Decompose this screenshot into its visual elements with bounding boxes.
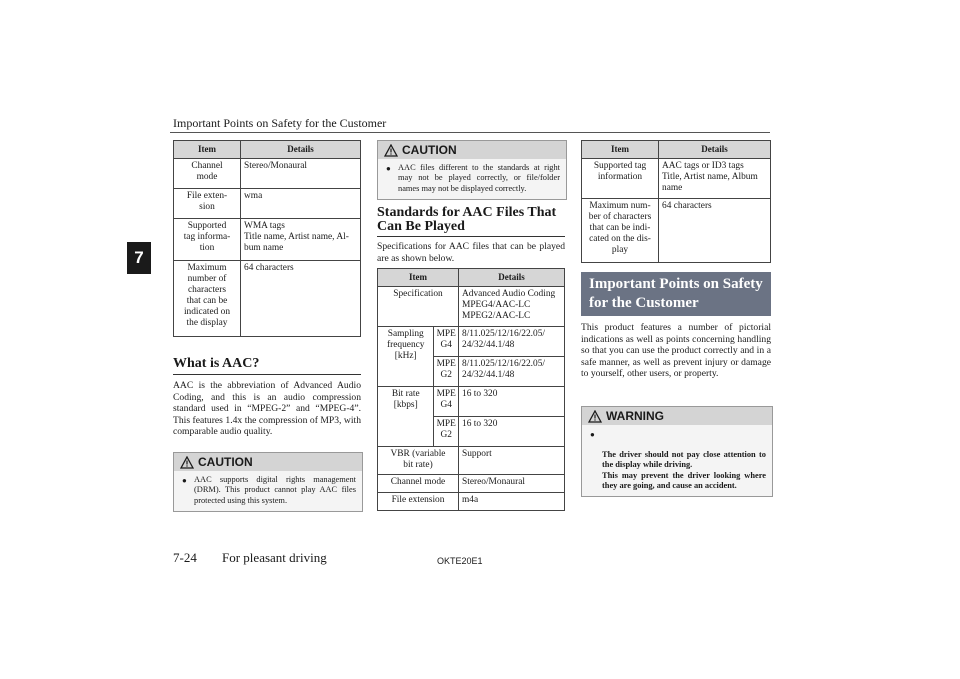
warning-title: WARNING <box>606 409 664 423</box>
table-cell: 16 to 320 <box>459 387 565 417</box>
table-cell: m4a <box>459 493 565 511</box>
table-cell: Stereo/Monaural <box>241 159 361 189</box>
table-cell: File exten- sion <box>174 189 241 219</box>
table-cell: 8/11.025/12/16/22.05/ 24/32/44.1/48 <box>459 357 565 387</box>
caution-body <box>174 471 362 511</box>
table-row <box>378 327 565 357</box>
table-cell: MPE G4 <box>434 327 459 357</box>
section-heading-aac: What is AAC? <box>173 356 361 375</box>
warning-triangle-icon <box>384 144 398 157</box>
table-cell: 16 to 320 <box>459 417 565 447</box>
caution-text: AAC supports digital rights management (DRM). This product cannot play AAC files protected using this system. <box>194 475 356 505</box>
table-cell: 64 characters <box>659 199 771 263</box>
warning-triangle-icon <box>180 456 194 469</box>
table-cell: 64 characters <box>241 261 361 337</box>
table-row <box>174 159 361 189</box>
aac-description: AAC is the abbreviation of Advanced Audio Coding, and this is an audio compression standard used in “MPEG-2” and “MPEG-4”. This features 1.4x the compression of MP3, with comparable audio quality. <box>173 380 361 438</box>
table-row <box>378 387 565 417</box>
warning-text: The driver should not pay close attention to the display while driving. This may prevent the driver looking where they are going, and cause an accident. <box>602 449 766 491</box>
warning-box <box>581 406 773 497</box>
aac-spec-table <box>377 268 565 511</box>
table-row <box>378 287 565 327</box>
table-row <box>378 447 565 475</box>
table-cell: Channel mode <box>378 475 459 493</box>
table-cell: Advanced Audio Coding MPEG4/AAC-LC MPEG2/AAC-LC <box>459 287 565 327</box>
table-cell: VBR (variable bit rate) <box>378 447 459 475</box>
wma-spec-table <box>173 140 361 337</box>
table-row <box>582 199 771 263</box>
table-row <box>582 159 771 199</box>
header-rule <box>170 132 770 133</box>
caution-title-bar <box>378 141 566 159</box>
table-row <box>174 189 361 219</box>
bullet-icon: ● <box>182 476 187 485</box>
caution-title: CAUTION <box>198 455 253 469</box>
warning-body <box>582 425 772 496</box>
caution-box <box>377 140 567 200</box>
table-cell: Maximum number of characters that can be indicated on the display <box>174 261 241 337</box>
chapter-tab: 7 <box>127 242 151 274</box>
table-header-row <box>174 141 361 159</box>
bullet-icon: ● <box>590 430 595 439</box>
table-cell: WMA tags Title name, Artist name, Al- bum name <box>241 219 361 261</box>
warning-triangle-icon <box>588 410 602 423</box>
table-cell: Supported tag information <box>582 159 659 199</box>
table-cell: MPE G4 <box>434 387 459 417</box>
column-header-details: Details <box>659 141 771 159</box>
column-header-item: Item <box>582 141 659 159</box>
table-row <box>378 475 565 493</box>
safety-description: This product features a number of pictorial indications as well as points concerning handling so that you can use the product correctly and in a safe manner, as well as prevent injury or damage to yourself, other users, or property. <box>581 322 771 380</box>
caution-box <box>173 452 363 512</box>
document-code: OKTE20E1 <box>437 556 483 566</box>
table-cell: MPE G2 <box>434 357 459 387</box>
column-header-item: Item <box>378 269 459 287</box>
table-cell: 8/11.025/12/16/22.05/ 24/32/44.1/48 <box>459 327 565 357</box>
table-cell: MPE G2 <box>434 417 459 447</box>
section-heading-standards: Standards for AAC Files That Can Be Played <box>377 206 565 237</box>
table-row <box>174 219 361 261</box>
running-header: Important Points on Safety for the Customer <box>173 116 387 130</box>
standards-intro: Specifications for AAC files that can be played are as shown below. <box>377 241 565 264</box>
table-header-row <box>378 269 565 287</box>
table-row <box>174 261 361 337</box>
table-header-row <box>582 141 771 159</box>
column-header-details: Details <box>459 269 565 287</box>
warning-title-bar <box>582 407 772 425</box>
column-header-item: Item <box>174 141 241 159</box>
table-cell: Support <box>459 447 565 475</box>
table-cell: Maximum num- ber of characters that can be indi- cated on the dis- play <box>582 199 659 263</box>
caution-title-bar <box>174 453 362 471</box>
section-heading-safety: Important Points on Safety for the Customer <box>581 272 771 316</box>
caution-title: CAUTION <box>402 143 457 157</box>
table-cell: Sampling frequency [kHz] <box>378 327 434 387</box>
table-cell: wma <box>241 189 361 219</box>
table-cell: Bit rate [kbps] <box>378 387 434 447</box>
table-cell: File extension <box>378 493 459 511</box>
caution-body <box>378 159 566 199</box>
page-number: 7-24 <box>173 550 197 565</box>
table-cell: Channel mode <box>174 159 241 189</box>
table-cell: Specification <box>378 287 459 327</box>
footer-section-title: For pleasant driving <box>222 550 327 565</box>
table-row <box>378 493 565 511</box>
table-cell: Supported tag informa- tion <box>174 219 241 261</box>
table-cell: Stereo/Monaural <box>459 475 565 493</box>
bullet-icon: ● <box>386 164 391 173</box>
caution-text: AAC files different to the standards at right may not be played correctly, or file/folder names may not be displayed correctly. <box>398 163 560 193</box>
aac-spec-table-continued <box>581 140 771 263</box>
table-cell: AAC tags or ID3 tags Title, Artist name, Album name <box>659 159 771 199</box>
column-header-details: Details <box>241 141 361 159</box>
